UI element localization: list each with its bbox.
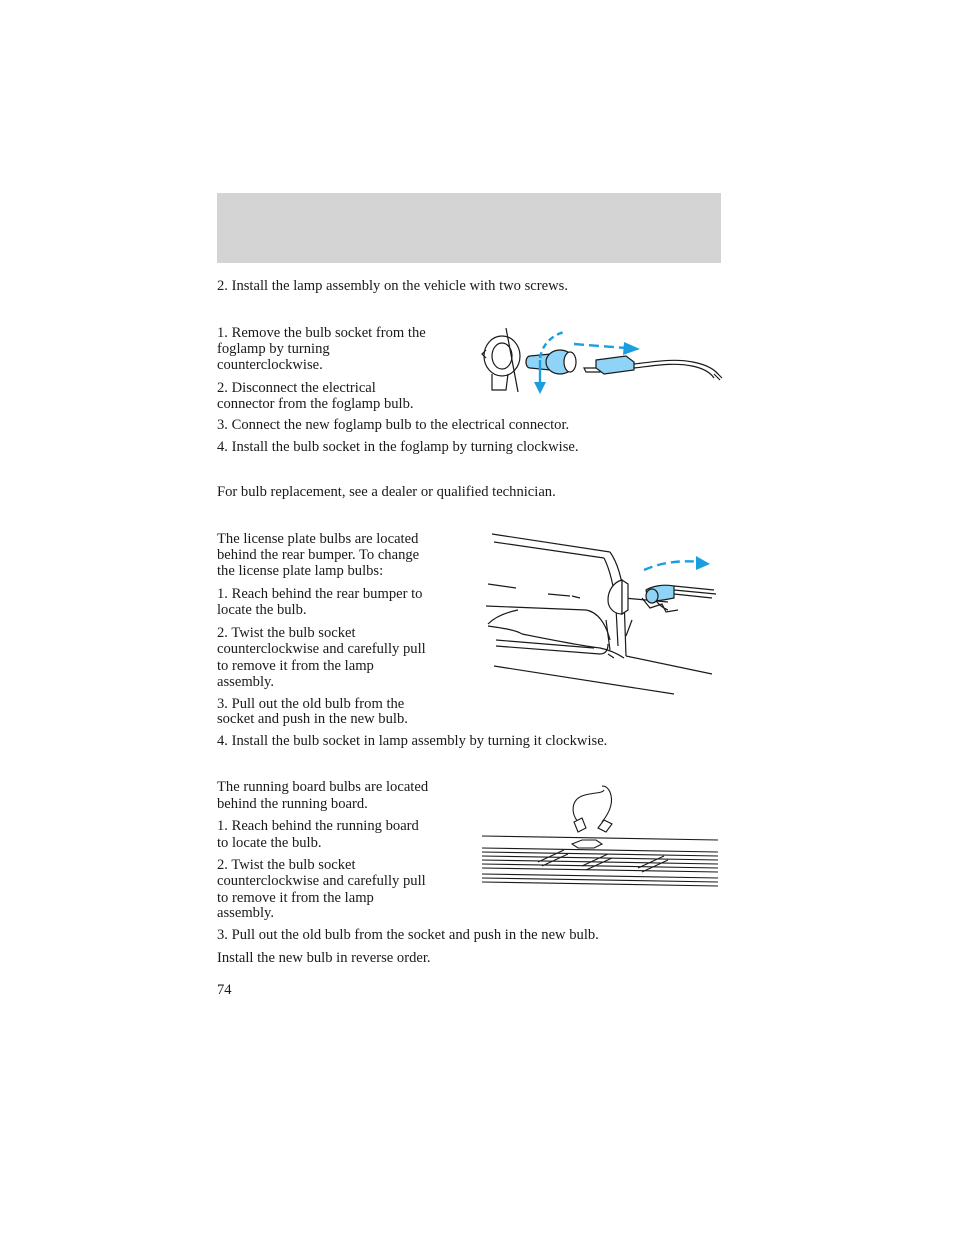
plate-step2-line1: 2. Twist the bulb socket [217,625,356,641]
install-assembly-text: 2. Install the lamp assembly on the vehicle with two screws. [217,278,568,294]
plate-step1-line2: locate the bulb. [217,602,307,618]
plate-step3-line2: socket and push in the new bulb. [217,711,408,727]
fog-step2-line1: 2. Disconnect the electrical [217,380,376,396]
run-step3: 3. Pull out the old bulb from the socket and push in the new bulb. [217,927,599,943]
plate-step4: 4. Install the bulb socket in lamp assembly by turning it clockwise. [217,733,608,749]
run-step2-line2: counterclockwise and carefully pull [217,873,426,889]
plate-step2-line2: counterclockwise and carefully pull [217,641,426,657]
run-step1-line1: 1. Reach behind the running board [217,818,419,834]
run-step2-line3: to remove it from the lamp [217,890,374,906]
run-step2-line1: 2. Twist the bulb socket [217,857,356,873]
bulb-replacement-text: For bulb replacement, see a dealer or qualified technician. [217,484,556,500]
run-step1-line2: to locate the bulb. [217,835,322,851]
fog-step1-line3: counterclockwise. [217,357,323,373]
run-final: Install the new bulb in reverse order. [217,950,431,966]
plate-step3-line1: 3. Pull out the old bulb from the [217,696,405,712]
run-intro-line2: behind the running board. [217,796,368,812]
fog-step3: 3. Connect the new foglamp bulb to the electrical connector. [217,417,570,433]
fog-step1-line2: foglamp by turning [217,341,330,357]
plate-intro-line2: behind the rear bumper. To change [217,547,420,563]
fog-step1-line1: 1. Remove the bulb socket from the [217,325,426,341]
run-intro-line1: The running board bulbs are located [217,779,429,795]
section-header-band [217,193,721,263]
fog-step2-line2: connector from the foglamp bulb. [217,396,414,412]
plate-step1-line1: 1. Reach behind the rear bumper to [217,586,423,602]
plate-step2-line4: assembly. [217,674,275,690]
fog-step4: 4. Install the bulb socket in the foglamp by turning clockwise. [217,439,579,455]
running-board-illustration [478,782,722,888]
run-step2-line4: assembly. [217,905,275,921]
plate-intro-line3: the license plate lamp bulbs: [217,563,384,579]
plate-intro-line1: The license plate bulbs are located [217,531,419,547]
plate-step2-line3: to remove it from the lamp [217,658,374,674]
foglamp-illustration [478,322,726,394]
page-number: 74 [217,982,232,998]
license-plate-illustration [482,528,718,698]
